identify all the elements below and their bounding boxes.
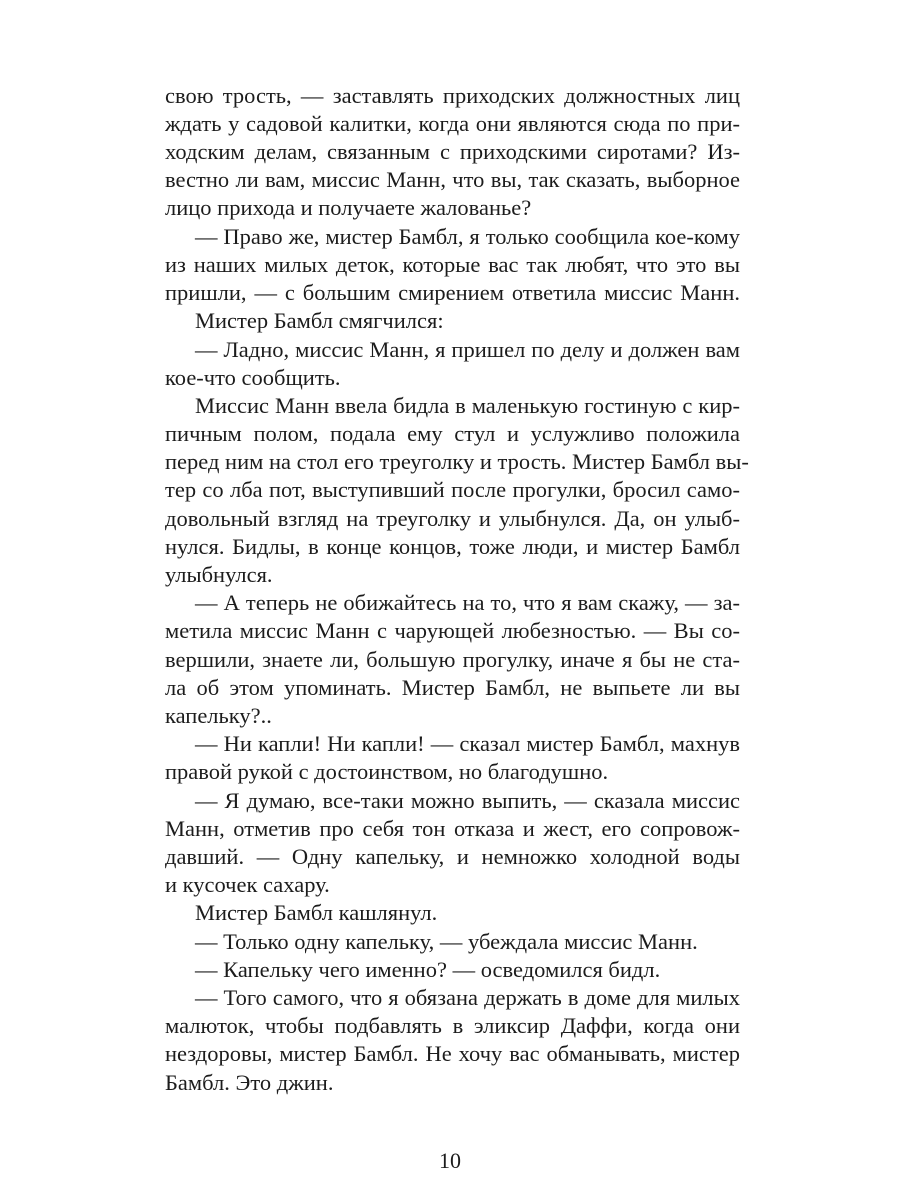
text-line: ла об этом упоминать. Мистер Бамбл, не выпьете ли вы bbox=[165, 675, 740, 700]
text-line: свою трость, — заставлять приходских должностных лиц bbox=[165, 83, 740, 108]
text-line: ждать у садовой калитки, когда они являются сюда по при- bbox=[165, 111, 740, 136]
text-line: нулся. Бидлы, в конце концов, тоже люди, и мистер Бамбл bbox=[165, 534, 740, 559]
text-line: малюток, чтобы подбавлять в эликсир Даффи, когда они bbox=[165, 1013, 740, 1038]
text-line: — Я думаю, все-таки можно выпить, — сказала миссис bbox=[195, 788, 740, 813]
text-line: — Ни капли! Ни капли! — сказал мистер Бамбл, махнув bbox=[195, 731, 740, 756]
text-line: вершили, знаете ли, большую прогулку, иначе я бы не ста- bbox=[165, 647, 740, 672]
text-line: из наших милых деток, которые вас так любят, что это вы bbox=[165, 252, 740, 277]
text-line: нездоровы, мистер Бамбл. Не хочу вас обманывать, мистер bbox=[165, 1041, 740, 1066]
text-line: и кусочек сахару. bbox=[165, 872, 330, 897]
page-number: 10 bbox=[439, 1148, 461, 1173]
text-line: довольный взгляд на треуголку и улыбнулся. Да, он улыб- bbox=[165, 506, 740, 531]
text-line: Мистер Бамбл кашлянул. bbox=[195, 900, 438, 925]
text-line: — Только одну капельку, — убеждала миссис Манн. bbox=[195, 929, 698, 954]
text-line: — Право же, мистер Бамбл, я только сообщила кое-кому bbox=[195, 224, 740, 249]
text-line: Бамбл. Это джин. bbox=[165, 1070, 334, 1095]
text-line: пичным полом, подала ему стул и услужливо положила bbox=[165, 421, 740, 446]
text-line: — Ладно, миссис Манн, я пришел по делу и должен вам bbox=[195, 337, 740, 362]
text-line: лицо прихода и получаете жалованье? bbox=[165, 195, 532, 220]
text-line: кое-что сообщить. bbox=[165, 365, 341, 390]
text-line: — Того самого, что я обязана держать в доме для милых bbox=[195, 985, 740, 1010]
text-line: — Капельку чего именно? — осведомился бидл. bbox=[195, 957, 661, 982]
text-line: тер со лба пот, выступивший после прогулки, бросил само- bbox=[165, 477, 740, 502]
text-line: давший. — Одну капельку, и немножко холодной воды bbox=[165, 844, 740, 869]
text-line: ходским делам, связанным с приходскими сиротами? Из- bbox=[165, 139, 740, 164]
text-line: вестно ли вам, миссис Манн, что вы, так сказать, выборное bbox=[165, 167, 740, 192]
text-line: Миссис Манн ввела бидла в маленькую гостиную с кир- bbox=[195, 393, 740, 418]
text-line: метила миссис Манн с чарующей любезностью. — Вы со- bbox=[165, 618, 740, 643]
text-line: Мистер Бамбл смягчился: bbox=[195, 308, 444, 333]
text-line: капельку?.. bbox=[165, 703, 272, 728]
text-line: правой рукой с достоинством, но благодушно. bbox=[165, 759, 609, 784]
text-line: улыбнулся. bbox=[165, 562, 273, 587]
text-line: — А теперь не обижайтесь на то, что я вам скажу, — за- bbox=[195, 590, 740, 615]
text-line: перед ним на стол его треуголку и трость. Мистер Бамбл вы- bbox=[165, 449, 749, 474]
text-line: Манн, отметив про себя тон отказа и жест, его сопровож- bbox=[165, 816, 740, 841]
text-line: пришли, — с большим смирением ответила миссис Манн. bbox=[165, 280, 740, 305]
